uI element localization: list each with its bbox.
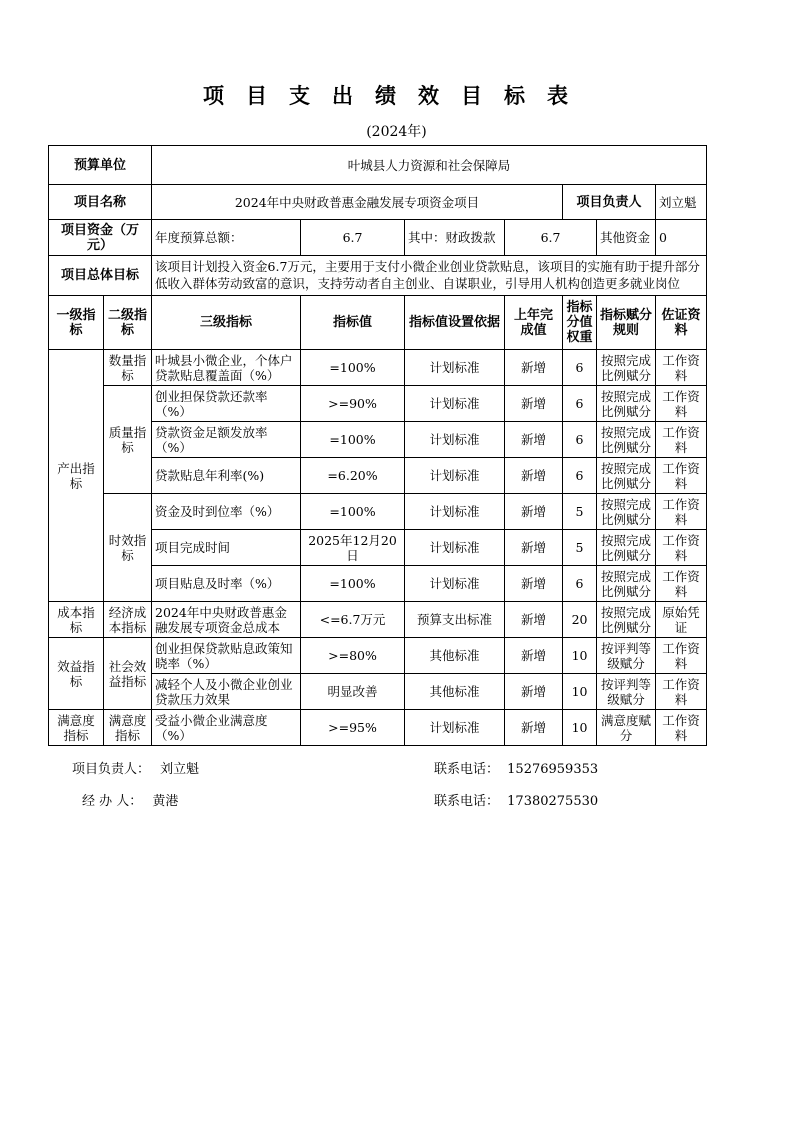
header-evidence: 佐证资料	[656, 296, 707, 350]
indicator-evidence: 工作资料	[656, 674, 707, 710]
indicator-basis: 计划标准	[405, 422, 505, 458]
indicator-basis: 计划标准	[405, 710, 505, 746]
indicator-weight: 6	[563, 422, 597, 458]
table-row	[49, 638, 707, 674]
group-satisfaction: 满意度指标	[49, 710, 104, 746]
indicator-value: =100%	[301, 494, 405, 530]
goal-label: 项目总体目标	[49, 256, 152, 296]
header-row	[49, 296, 707, 350]
header-level1: 一级指标	[49, 296, 104, 350]
annual-budget-label: 年度预算总额：	[152, 220, 301, 256]
indicator-name: 创业担保贷款贴息政策知晓率（%）	[152, 638, 301, 674]
funds-label: 项目资金（万元）	[49, 220, 152, 256]
header-rule: 指标赋分规则	[597, 296, 656, 350]
footer-leader-value: 刘立魁	[160, 762, 200, 777]
group-timeliness: 时效指标	[104, 494, 152, 602]
indicator-basis: 预算支出标准	[405, 602, 505, 638]
indicator-rule: 按照完成比例赋分	[597, 566, 656, 602]
header-last-year: 上年完成值	[505, 296, 563, 350]
indicator-name: 资金及时到位率（%）	[152, 494, 301, 530]
indicator-rule: 按照完成比例赋分	[597, 386, 656, 422]
indicator-basis: 计划标准	[405, 530, 505, 566]
fiscal-funds-value: 6.7	[505, 220, 597, 256]
table-row	[49, 350, 707, 386]
indicator-last-year: 新增	[505, 566, 563, 602]
indicator-value: >=95%	[301, 710, 405, 746]
indicator-rule: 按照完成比例赋分	[597, 494, 656, 530]
indicator-weight: 6	[563, 458, 597, 494]
group-quantity: 数量指标	[104, 350, 152, 386]
indicator-basis: 计划标准	[405, 458, 505, 494]
indicator-rule: 满意度赋分	[597, 710, 656, 746]
project-name-row	[49, 185, 707, 220]
indicator-rule: 按照完成比例赋分	[597, 530, 656, 566]
indicator-rule: 按评判等级赋分	[597, 674, 656, 710]
indicator-weight: 5	[563, 494, 597, 530]
indicator-evidence: 工作资料	[656, 386, 707, 422]
indicator-evidence: 工作资料	[656, 566, 707, 602]
table-row	[49, 386, 707, 422]
indicator-weight: 6	[563, 566, 597, 602]
table-row	[49, 710, 707, 746]
indicator-name: 项目贴息及时率（%）	[152, 566, 301, 602]
footer-handler-label: 经 办 人：	[82, 794, 143, 809]
fiscal-funds-label: 其中：财政拨款	[405, 220, 505, 256]
indicator-last-year: 新增	[505, 638, 563, 674]
indicator-last-year: 新增	[505, 710, 563, 746]
indicator-evidence: 原始凭证	[656, 602, 707, 638]
goal-value: 该项目计划投入资金6.7万元，主要用于支付小微企业创业贷款贴息，该项目的实施有助于提升部分低收入群体劳动致富的意识，支持劳动者自主创业、自谋职业，引导用人机构创造更多就业岗位	[155, 258, 700, 291]
group-economic-cost: 经济成本指标	[104, 602, 152, 638]
indicator-name: 受益小微企业满意度（%）	[152, 710, 301, 746]
footer-handler	[82, 790, 178, 809]
indicator-value: >=80%	[301, 638, 405, 674]
indicator-weight: 10	[563, 710, 597, 746]
indicator-evidence: 工作资料	[656, 494, 707, 530]
goal-row	[49, 256, 707, 296]
indicator-rule: 按照完成比例赋分	[597, 422, 656, 458]
group-benefit: 效益指标	[49, 638, 104, 710]
indicator-weight: 10	[563, 674, 597, 710]
indicator-value: =100%	[301, 350, 405, 386]
indicator-last-year: 新增	[505, 458, 563, 494]
footer-handler-value: 黄港	[152, 794, 179, 809]
indicator-value: =100%	[301, 422, 405, 458]
indicator-last-year: 新增	[505, 530, 563, 566]
indicator-name: 2024年中央财政普惠金融发展专项资金总成本	[152, 602, 301, 638]
indicator-name: 减轻个人及小微企业创业贷款压力效果	[152, 674, 301, 710]
annual-budget-value: 6.7	[301, 220, 405, 256]
indicator-last-year: 新增	[505, 386, 563, 422]
indicator-weight: 10	[563, 638, 597, 674]
unit-value: 叶城县人力资源和社会保障局	[152, 146, 707, 185]
group-social-benefit: 社会效益指标	[104, 638, 152, 710]
other-funds-label: 其他资金	[597, 220, 656, 256]
header-value: 指标值	[301, 296, 405, 350]
group-output: 产出指标	[49, 350, 104, 602]
indicator-value: =100%	[301, 566, 405, 602]
indicator-evidence: 工作资料	[656, 638, 707, 674]
unit-label: 预算单位	[49, 146, 152, 185]
indicator-last-year: 新增	[505, 602, 563, 638]
indicator-name: 贷款贴息年利率(%)	[152, 458, 301, 494]
header-basis: 指标值设置依据	[405, 296, 505, 350]
indicator-name: 创业担保贷款还款率（%）	[152, 386, 301, 422]
header-level2: 二级指标	[104, 296, 152, 350]
indicator-last-year: 新增	[505, 494, 563, 530]
unit-row	[49, 146, 707, 185]
footer-phone1	[434, 758, 598, 777]
indicator-evidence: 工作资料	[656, 710, 707, 746]
indicator-last-year: 新增	[505, 350, 563, 386]
project-name-value: 2024年中央财政普惠金融发展专项资金项目	[152, 185, 563, 220]
table-row	[49, 602, 707, 638]
funds-row	[49, 220, 707, 256]
group-cost: 成本指标	[49, 602, 104, 638]
header-weight: 指标分值权重	[563, 296, 597, 350]
indicator-evidence: 工作资料	[656, 350, 707, 386]
indicator-basis: 计划标准	[405, 386, 505, 422]
indicator-weight: 6	[563, 350, 597, 386]
indicator-rule: 按照完成比例赋分	[597, 602, 656, 638]
performance-table	[48, 145, 707, 746]
indicator-value: 2025年12月20日	[301, 530, 405, 566]
indicator-rule: 按评判等级赋分	[597, 638, 656, 674]
group-satisfaction-level2: 满意度指标	[104, 710, 152, 746]
indicator-value: 明显改善	[301, 674, 405, 710]
footer-phone2	[434, 790, 598, 809]
page-title: 项目支出绩效目标表	[203, 84, 590, 108]
footer-phone2-value: 17380275530	[507, 794, 599, 809]
indicator-last-year: 新增	[505, 674, 563, 710]
group-quality: 质量指标	[104, 386, 152, 494]
footer-phone1-value: 15276959353	[507, 762, 599, 777]
indicator-basis: 计划标准	[405, 350, 505, 386]
indicator-basis: 计划标准	[405, 494, 505, 530]
footer-leader	[72, 758, 199, 777]
project-leader-value: 刘立魁	[656, 185, 707, 220]
indicator-weight: 5	[563, 530, 597, 566]
project-leader-label: 项目负责人	[563, 185, 656, 220]
indicator-name: 叶城县小微企业，个体户贷款贴息覆盖面（%）	[152, 350, 301, 386]
indicator-value: >=90%	[301, 386, 405, 422]
year-label: (2024年)	[366, 124, 427, 140]
indicator-basis: 其他标准	[405, 674, 505, 710]
indicator-basis: 其他标准	[405, 638, 505, 674]
indicator-evidence: 工作资料	[656, 458, 707, 494]
indicator-evidence: 工作资料	[656, 530, 707, 566]
indicator-rule: 按照完成比例赋分	[597, 350, 656, 386]
footer-phone1-label: 联系电话：	[434, 762, 500, 777]
indicator-weight: 20	[563, 602, 597, 638]
indicator-basis: 计划标准	[405, 566, 505, 602]
indicator-last-year: 新增	[505, 422, 563, 458]
footer-leader-label: 项目负责人：	[72, 762, 151, 777]
other-funds-value: 0	[656, 220, 707, 256]
indicator-name: 贷款资金足额发放率（%）	[152, 422, 301, 458]
indicator-value: =6.20%	[301, 458, 405, 494]
indicator-value: <=6.7万元	[301, 602, 405, 638]
project-name-label: 项目名称	[49, 185, 152, 220]
indicator-name: 项目完成时间	[152, 530, 301, 566]
indicator-evidence: 工作资料	[656, 422, 707, 458]
indicator-weight: 6	[563, 386, 597, 422]
table-row	[49, 494, 707, 530]
header-level3: 三级指标	[152, 296, 301, 350]
indicator-rule: 按照完成比例赋分	[597, 458, 656, 494]
footer-phone2-label: 联系电话：	[434, 794, 500, 809]
